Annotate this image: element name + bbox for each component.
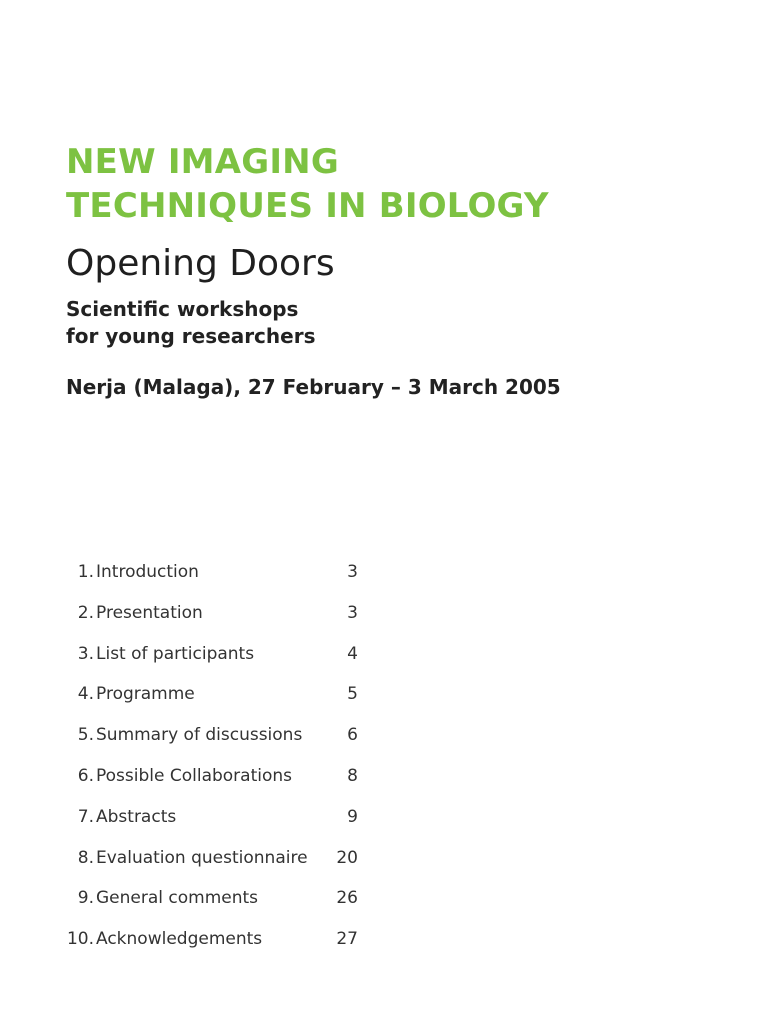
toc-page-number: 20 — [336, 847, 358, 868]
toc-number: 8. — [77, 847, 94, 868]
toc-row — [66, 763, 366, 804]
toc-label: Presentation — [96, 602, 203, 623]
toc-row — [66, 926, 366, 967]
toc-page-number: 9 — [347, 806, 358, 827]
table-of-contents — [66, 559, 366, 967]
toc-row — [66, 559, 366, 600]
venue-and-dates: Nerja (Malaga), 27 February – 3 March 2005 — [66, 375, 561, 399]
main-title-line-2: TECHNIQUES IN BIOLOGY — [66, 186, 549, 226]
toc-number: 3. — [77, 643, 94, 664]
toc-page-number: 27 — [336, 929, 358, 950]
toc-page-number: 3 — [347, 562, 358, 582]
toc-label: Summary of discussions — [96, 725, 303, 746]
toc-page-number: 26 — [336, 888, 358, 909]
toc-page-number: 5 — [347, 684, 358, 705]
toc-row — [66, 885, 366, 926]
toc-number: 2. — [77, 602, 94, 623]
toc-number: 5. — [77, 725, 94, 746]
toc-page-number: 4 — [347, 643, 358, 664]
toc-number: 9. — [77, 888, 94, 909]
toc-row — [66, 641, 366, 682]
main-title-line-1: NEW IMAGING — [66, 142, 339, 182]
tagline-line-2: for young researchers — [66, 324, 316, 348]
toc-number: 7. — [77, 806, 94, 827]
tagline — [66, 296, 726, 350]
toc-label: Acknowledgements — [96, 929, 263, 950]
tagline-line-1: Scientific workshops — [66, 297, 299, 321]
toc-label: Programme — [96, 684, 195, 705]
title-block — [66, 140, 726, 400]
subtitle: Opening Doors — [66, 243, 335, 284]
toc-number: 4. — [77, 684, 94, 705]
toc-row — [66, 681, 366, 722]
toc-label: Introduction — [96, 562, 199, 582]
toc-label: List of participants — [96, 643, 255, 664]
toc-label: Possible Collaborations — [96, 765, 293, 786]
toc-row — [66, 722, 366, 763]
toc-row — [66, 804, 366, 845]
toc-row — [66, 600, 366, 641]
toc-number: 1. — [77, 562, 94, 582]
toc-row — [66, 845, 366, 886]
toc-number: 10. — [66, 929, 94, 950]
toc-label: Evaluation questionnaire — [96, 847, 308, 868]
main-title — [66, 140, 726, 228]
toc-page-number: 6 — [347, 725, 358, 746]
toc-label: General comments — [96, 888, 259, 909]
toc-number: 6. — [77, 765, 94, 786]
toc-page-number: 8 — [347, 765, 358, 786]
toc-label: Abstracts — [96, 806, 177, 827]
toc-page-number: 3 — [347, 602, 358, 623]
